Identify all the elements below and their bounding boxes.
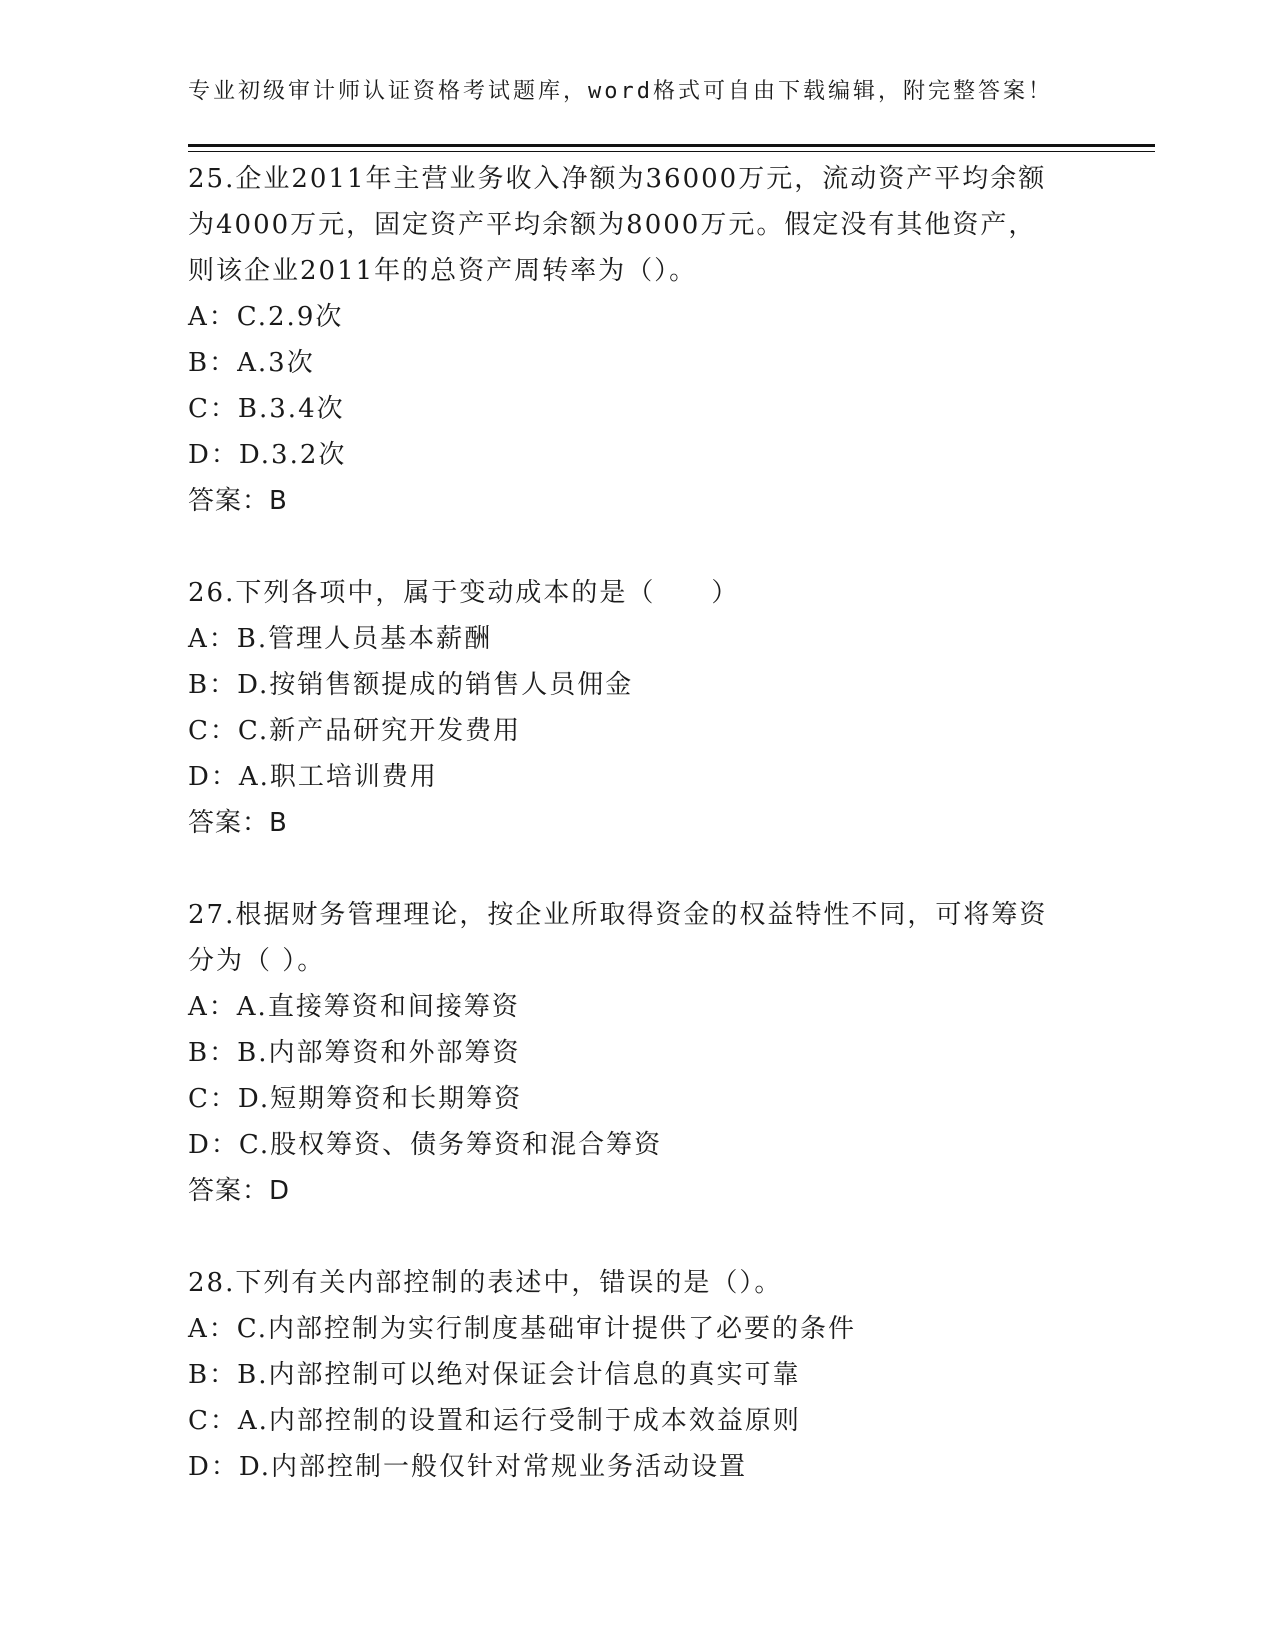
header-divider-thin [188,151,1155,152]
option-a: A：C.2.9次 [188,302,344,332]
option-b: B：A.3次 [188,348,315,378]
question-spacer [188,524,1088,570]
option-c: C：A.内部控制的设置和运行受制于成本效益原则 [188,1406,801,1436]
option-c: C：B.3.4次 [188,394,345,424]
option-c: C：D.短期筹资和长期筹资 [188,1084,523,1114]
question-spacer [188,1214,1088,1260]
option-d: D：D.3.2次 [188,440,347,470]
option-a: A：C.内部控制为实行制度基础审计提供了必要的条件 [188,1314,857,1344]
question-stem-line: 28.下列有关内部控制的表述中，错误的是（）。 [188,1268,783,1298]
answer-line: 答案：D [188,1176,291,1206]
option-a: A：A.直接筹资和间接筹资 [188,992,520,1022]
question-27 [188,892,1088,1214]
answer-line: 答案：B [188,808,288,838]
page-header: 专业初级审计师认证资格考试题库，word格式可自由下载编辑，附完整答案！ [188,79,1053,104]
question-28 [188,1260,1088,1490]
option-b: B：D.按销售额提成的销售人员佣金 [188,670,634,700]
option-d: D：D.内部控制一般仅针对常规业务活动设置 [188,1452,748,1482]
option-b: B：B.内部筹资和外部筹资 [188,1038,521,1068]
question-spacer [188,846,1088,892]
question-26 [188,570,1088,846]
header-divider-thick [188,144,1155,147]
option-d: D：C.股权筹资、债务筹资和混合筹资 [188,1130,663,1160]
question-stem-line: 26.下列各项中，属于变动成本的是（ ） [188,578,740,608]
option-b: B：B.内部控制可以绝对保证会计信息的真实可靠 [188,1360,801,1390]
question-stem-line: 分为（ ）。 [188,946,326,976]
question-list [188,156,1088,1490]
option-a: A：B.管理人员基本薪酬 [188,624,493,654]
answer-line: 答案：B [188,486,288,516]
question-stem-line: 为4000万元，固定资产平均余额为8000万元。假定没有其他资产， [188,210,1037,240]
question-stem-line: 27.根据财务管理理论，按企业所取得资金的权益特性不同，可将筹资 [188,900,1048,930]
option-c: C：C.新产品研究开发费用 [188,716,522,746]
question-25 [188,156,1088,524]
option-d: D：A.职工培训费用 [188,762,438,792]
question-stem-line: 25.企业2011年主营业务收入净额为36000万元，流动资产平均余额 [188,164,1047,194]
question-stem-line: 则该企业2011年的总资产周转率为（）。 [188,256,698,286]
